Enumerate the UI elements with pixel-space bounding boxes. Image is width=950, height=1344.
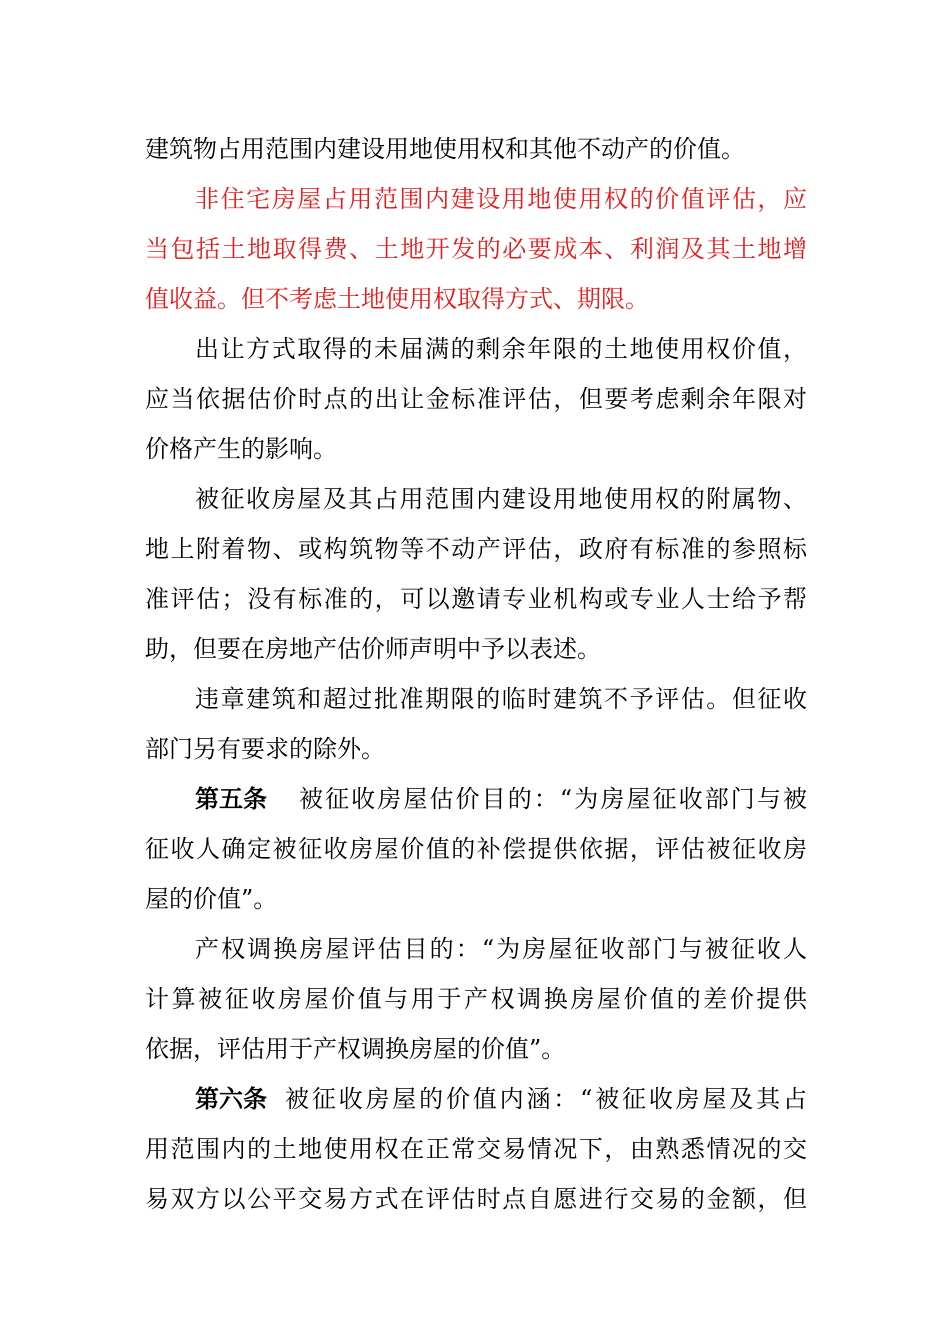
paragraph-3-line-1: 地上附着物、或构筑物等不动产评估，政府有标准的参照标 (145, 535, 807, 563)
article-5-label: 第五条 (195, 784, 267, 813)
paragraph-4-line-0: 违章建筑和超过批准期限的临时建筑不予评估。但征收 (195, 685, 807, 713)
paragraph-1-line-0: 非住宅房屋占用范围内建设用地使用权的价值评估，应 (195, 185, 807, 213)
paragraph-6-line-1: 计算被征收房屋价值与用于产权调换房屋价值的差价提供 (145, 985, 807, 1013)
paragraph-0-line-0: 建筑物占用范围内建设用地使用权和其他不动产的价值。 (145, 135, 745, 163)
paragraph-7-line-2: 易双方以公平交易方式在评估时点自愿进行交易的金额，但 (145, 1185, 807, 1213)
paragraph-7-line-1: 用范围内的土地使用权在正常交易情况下，由熟悉情况的交 (145, 1135, 807, 1163)
paragraph-6-line-0: 产权调换房屋评估目的：“为房屋征收部门与被征收人 (195, 935, 807, 963)
paragraph-2-line-2: 价格产生的影响。 (145, 435, 337, 463)
paragraph-2-line-1: 应当依据估价时点的出让金标准评估，但要考虑剩余年限对 (145, 385, 807, 413)
paragraph-4-line-1: 部门另有要求的除外。 (145, 735, 385, 763)
paragraph-5-line-0: 被征收房屋估价目的：“为房屋征收部门与被 (299, 785, 807, 813)
paragraph-5-line-2: 屋的价值”。 (145, 885, 278, 913)
article-6-label: 第六条 (195, 1084, 267, 1113)
paragraph-5-line-1: 征收人确定被征收房屋价值的补偿提供依据，评估被征收房 (145, 835, 807, 863)
paragraph-3-line-2: 准评估；没有标准的，可以邀请专业机构或专业人士给予帮 (145, 585, 807, 613)
paragraph-1-line-1: 当包括土地取得费、土地开发的必要成本、利润及其土地增 (145, 235, 807, 263)
paragraph-3-line-3: 助，但要在房地产估价师声明中予以表述。 (145, 635, 601, 663)
paragraph-2-line-0: 出让方式取得的未届满的剩余年限的土地使用权价值， (195, 335, 807, 363)
paragraph-3-line-0: 被征收房屋及其占用范围内建设用地使用权的附属物、 (195, 485, 807, 513)
paragraph-6-line-2: 依据，评估用于产权调换房屋的价值”。 (145, 1035, 566, 1063)
paragraph-1-line-2: 值收益。但不考虑土地使用权取得方式、期限。 (145, 285, 649, 313)
paragraph-7-line-0: 被征收房屋的价值内涵：“被征收房屋及其占 (285, 1085, 807, 1113)
